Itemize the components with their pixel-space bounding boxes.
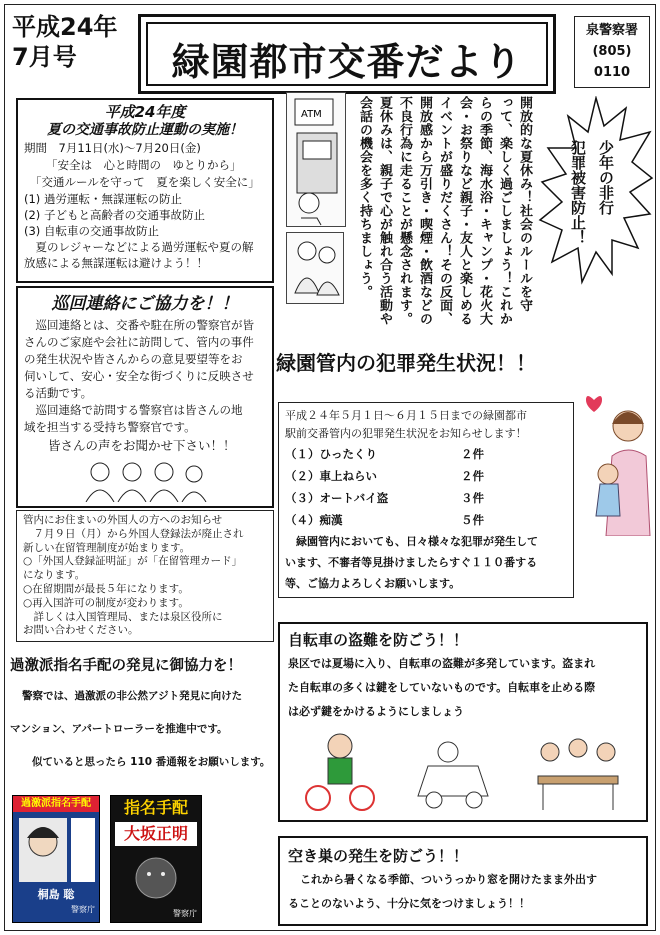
crime-status-box: [278, 402, 574, 598]
badge-line: 少年の非行: [597, 140, 615, 215]
summer-line: 夏休みは、親子で心が触れ合う活動や: [377, 96, 392, 326]
poster-title: 過激派指名手配: [13, 796, 99, 812]
notice-line: 新しい在留管理制度が始まります。: [23, 541, 191, 554]
bicycle-title: 自転車の盗難を防ごう！！: [288, 631, 469, 649]
campaign-slogan-1: 「安全は 心と時間の ゆとりから」: [46, 158, 242, 172]
patrol-box: [16, 286, 274, 508]
notice-line: お問い合わせください。: [23, 624, 139, 637]
atm-icon: [287, 93, 347, 228]
poster-name: 大坂正明: [115, 822, 197, 846]
crime-type: （３）オートバイ盗: [285, 491, 389, 505]
patrol-line: 巡回連絡で訪問する警察官は皆さんの地: [24, 403, 243, 417]
crime-row: [285, 465, 567, 487]
foreigner-notice-box: [16, 510, 274, 642]
poster-title: 指名手配: [123, 798, 188, 817]
crime-note: 等、ご協力よろしくお願いします。: [285, 577, 461, 590]
station-name: 泉警察署: [585, 23, 638, 38]
summer-column: [352, 96, 534, 326]
station-phone-number: 0110: [593, 65, 631, 80]
people-icon: [287, 233, 345, 305]
badge-line: 犯罪被害防止！: [569, 140, 587, 245]
crime-type: （４）痴漢: [285, 513, 343, 527]
crime-row: [285, 487, 567, 509]
summer-line: 会・お祭りなど親子・友人と楽しめる: [457, 96, 472, 326]
summer-line: イベントが盛りだくさん！その反面、: [437, 96, 452, 326]
crime-row: [285, 509, 567, 531]
campaign-slogan-2: 「交通ルールを守って 夏を楽しく安全に」: [30, 175, 260, 189]
couple-illustration: [286, 232, 344, 304]
notice-line: ○再入国許可の制度が変わります。: [23, 596, 189, 609]
poster-footer: 警察庁: [173, 909, 197, 918]
issue-month: 7月号: [12, 43, 77, 71]
notice-line: 管内にお住まいの外国人の方へのお知らせ: [23, 514, 223, 526]
patrol-line: の発生状況や皆さんからの意見要望等をお: [24, 352, 243, 366]
notice-line: ○「外国人登録証明証」が「在留管理カード」: [23, 555, 243, 568]
crime-intro: 平成２４年５月１日～６月１５日までの緑園都市: [285, 409, 527, 422]
patrol-line: さんのご家庭や会社に訪問して、管内の事件: [24, 335, 254, 349]
campaign-year: 平成24年度: [104, 103, 186, 121]
crime-count: ５件: [461, 513, 484, 527]
patrol-line: る活動です。: [24, 386, 93, 400]
safety-campaign-box: [16, 98, 274, 283]
summer-line: 開放的な夏休み！社会のルールを守: [517, 96, 532, 312]
patrol-closing: 皆さんの声をお聞かせ下さい！！: [48, 438, 236, 453]
summer-line: 会話の機会を多く持ちましょう。: [357, 96, 372, 299]
campaign-note: 放感による無謀運転は避けよう！！: [24, 256, 208, 270]
delinquency-badge: [538, 96, 654, 306]
burglary-line: これから暑くなる季節、ついうっかり窓を開けたまま外出す: [300, 873, 597, 886]
bicycle-line: 泉区では夏場に入り、自転車の盗難が多発しています。盗まれ: [288, 657, 596, 670]
burglary-title: 空き巣の発生を防ごう！！: [288, 847, 469, 865]
crime-count: ２件: [461, 447, 484, 461]
patrol-line: 巡回連絡とは、交番や駐在所の警察官が皆: [24, 318, 254, 332]
patrol-title: 巡回連絡にご協力を！！: [51, 294, 239, 314]
radicals-line: マンション、アパートローラーを推進中です。: [10, 723, 228, 735]
radicals-line: 警察では、過激派の非公然アジト発見に向けた: [22, 690, 243, 702]
portrait-icon: [111, 848, 201, 908]
radicals-line: 似ていると思ったら 110 番通報をお願いします。: [32, 756, 271, 768]
bicycle-line: た自転車の多くは鍵をしていないものです。自転車を止める際: [288, 681, 596, 694]
poster-footer: 警察庁: [71, 905, 95, 914]
summer-line: って、楽しく過ごしましょう！これか: [497, 96, 512, 326]
issue-year: 平成24年: [12, 13, 118, 41]
burglary-line: ることのないよう、十分に気をつけましょう！！: [288, 897, 530, 910]
patrol-line: 伺いして、安心・安全な街づくりに反映させ: [24, 369, 254, 383]
campaign-item: (1) 過労運転・無謀運転の防止: [24, 192, 182, 206]
issue-label: [12, 12, 132, 72]
notice-line: 詳しくは入国管理局、または泉区役所に: [23, 610, 223, 623]
wanted-poster-2: [110, 795, 202, 923]
summer-line: 不良行為に走ることが懸念されます。: [397, 96, 412, 326]
bicycle-line: は必ず鍵をかけるようにしましょう: [288, 705, 464, 718]
people-table-icon: [538, 739, 618, 810]
woman-child-illustration: [584, 386, 654, 536]
campaign-item: (3) 自転車の交通事故防止: [24, 224, 159, 238]
crime-intro: 駅前交番管内の犯罪発生状況をお知らせします！: [285, 427, 527, 440]
crime-row: [285, 443, 567, 465]
poster-name: 桐島 聡: [37, 888, 75, 901]
station-phone-area: (805): [592, 44, 632, 59]
notice-line: になります。: [23, 569, 86, 582]
patrol-line: 域を担当する受持ち警察官です。: [24, 420, 196, 434]
bicycle-box: [278, 622, 648, 822]
campaign-note: 夏のレジャーなどによる過労運転や夏の解: [24, 240, 254, 254]
radicals-section: [10, 652, 276, 782]
svg-text:ATM: ATM: [301, 109, 322, 120]
campaign-item: (2) 子どもと高齢者の交通事故防止: [24, 208, 205, 222]
notice-line: ○在留期間が最長５年になります。: [23, 582, 189, 595]
notice-line: ７月９日（月）から外国人登録法が廃止され: [23, 527, 244, 540]
radicals-title: 過激派指名手配の発見に御協力を！: [10, 658, 242, 674]
wanted-poster-1: [12, 795, 100, 923]
crime-count: ２件: [461, 469, 484, 483]
crime-note: います、不審者等見掛けましたらすぐ１１０番する: [285, 556, 538, 569]
campaign-title: 夏の交通事故防止運動の実施！: [47, 122, 243, 138]
summer-line: らの季節、海水浴・キャンプ・花火大: [477, 96, 492, 326]
crime-type: （１）ひったくり: [285, 447, 377, 461]
masthead: [138, 14, 556, 94]
portrait-icon: [13, 812, 99, 886]
campaign-period: 期間 7月11日(水)～7月20日(金): [24, 141, 201, 155]
summer-line: 開放感から万引き・喫煙・飲酒などの: [417, 96, 432, 326]
burglary-box: [278, 836, 648, 926]
car-icon: [418, 742, 488, 808]
crime-count: ３件: [461, 491, 484, 505]
family-icon: [584, 386, 654, 536]
police-officers-icon: [70, 458, 220, 502]
child-bicycle-icon: [306, 734, 374, 810]
atm-illustration: [286, 92, 346, 227]
station-box: [574, 16, 650, 88]
crime-type: （２）車上ねらい: [285, 469, 377, 483]
bicycle-illustrations: [288, 726, 638, 816]
crime-heading: 緑園管内の犯罪発生状況！！: [276, 351, 536, 375]
crime-note: 緑園管内においても、日々様々な犯罪が発生して: [285, 535, 538, 548]
page-title: 緑園都市交番だより: [171, 40, 523, 84]
